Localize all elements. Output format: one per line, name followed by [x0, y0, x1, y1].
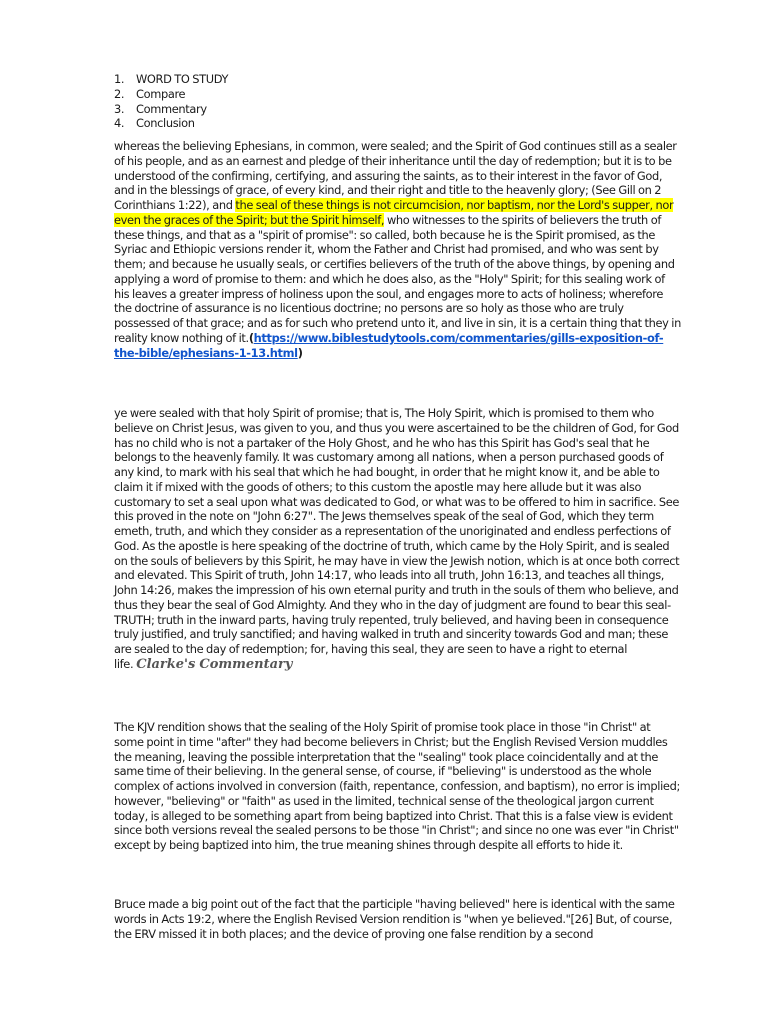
list-number: 2. [114, 86, 125, 101]
list-label: Compare [136, 86, 186, 101]
list-number: 4. [114, 116, 125, 131]
kjv-text: The KJV rendition shows that the sealing of the Holy Spirit of promise took place in those "in Christ" at some point in time "after" they had become believers in Christ; but the English Revised Version muddles the meaning, leaving the possible interpretation that the "sealing" took place coincidentally and at the same time of their believing. In the general sense, of course, if "believing" is understood as the whole complex of actions involved in conversion (faith, repentance, confession, and baptism), no error is implied; however, "believing" or "faith" as used in the limited, technical sense of the theological jargon current today, is alleged to be something apart from being baptized into Christ. That this is a false view is evident since both versions reveal the sealed persons to be those "in Christ"; and since no one was ever "in Christ" except by being baptized into him, the true meaning shines through despite all efforts to hide it. [114, 720, 680, 852]
open-paren: ( [248, 330, 254, 345]
list-number: 3. [114, 101, 125, 116]
gill-text-before: whereas the believing Ephesians, in common, were sealed; and the Spirit of God continues still as a sealer of his people, and as an earnest and pledge of their inheritance until the day of redemption; but it is to be understood of the confirming, certifying, and assuring the saints, as to their interest in the favor of God, and in the blessings of grace, of every kind, and their right and title to the heavenly glory; (See Gill on 2 Corinthians 1:22), and [114, 139, 677, 212]
clarke-attribution: Clarke's Commentary [136, 656, 293, 672]
outline-list [114, 72, 414, 131]
list-item [114, 116, 414, 131]
clarke-commentary-paragraph [114, 406, 682, 673]
list-label: Conclusion [136, 116, 195, 131]
list-label: WORD TO STUDY [136, 72, 229, 86]
list-item [114, 102, 414, 117]
list-item [114, 72, 414, 87]
bruce-paragraph [114, 897, 682, 941]
gill-commentary-paragraph [114, 139, 682, 360]
gill-text-after: who witnesses to the spirits of believers the truth of these things, and that as a "spirit of promise": so called, both because he is the Spirit promised, as the Syriac and Ethiopic versions render it, whom the Father and Christ had promised, and who was sent by them; and because he usually seals, or certifies believers of the truth of the above things, by opening and applying a word of promise to them: and which he does also, as the "Holy" Spirit; for this sealing work of his leaves a greater impress of holiness upon the soul, and engages more to acts of holiness; wherefore the doctrine of assurance is no licentious doctrine; no persons are so holy as those who are truly possessed of that grace; and as for such who pretend unto it, and live in sin, it is a certain thing that they in reality know nothing of it. [114, 212, 681, 345]
list-number: 1. [114, 72, 125, 86]
highlighted-text: the seal of these things is not circumcision, nor baptism, nor the Lord's supper, nor even the graces of the Spirit; but the Spirit himself, [114, 198, 674, 227]
close-paren: ) [297, 345, 303, 360]
list-label: Commentary [136, 101, 207, 116]
clarke-text: ye were sealed with that holy Spirit of promise; that is, The Holy Spirit, which is promised to them who believe on Christ Jesus, was given to you, and thus you were ascertained to be the children of God, for God has no child who is not a partaker of the Holy Ghost, and he who has this Spirit has God's seal that he belongs to the heavenly family. It was customary among all nations, when a person purchased goods of any kind, to mark with his seal that which he had bought, in order that he might know it, and be able to claim it if mixed with the goods of others; to this custom the apostle may here allude but it was also customary to set a seal upon what was dedicated to God, or what was to be offered to him in sacrifice. See this proved in the note on "John 6:27". The Jews themselves speak of the seal of God, which they term emeth, truth, and which they consider as a representation of the unoriginated and endless perfections of God. As the apostle is here speaking of the doctrine of truth, which came by the Holy Spirit, and is sealed on the souls of believers by this Spirit, he may have in view the Jewish notion, which is at once both correct and elevated. This Spirit of truth, John 14:17, who leads into all truth, John 16:13, and teaches all things, John 14:26, makes the impression of his own eternal purity and truth in the souls of them who believe, and thus they bear the seal of God Almighty. And they who in the day of judgment are found to bear this seal-TRUTH; truth in the inward parts, having truly repented, truly believed, and having been in consequence truly justified, and truly sanctified; and having walked in truth and sincerity towards God and man; these are sealed to the day of redemption; for, having this seal, they are seen to have a right to eternal life. [114, 406, 680, 671]
bruce-text: Bruce made a big point out of the fact that the participle "having believed" here is identical with the same words in Acts 19:2, where the English Revised Version rendition is "when ye believed."[26] But, of course, the ERV missed it in both places; and the device of proving one false rendition by a second [114, 897, 675, 941]
gill-source-link[interactable]: https://www.biblestudytools.com/commentaries/gills-exposition-of-the-bible/ephesians-1-13.html [114, 330, 664, 360]
list-item [114, 87, 414, 102]
kjv-paragraph [114, 720, 682, 853]
